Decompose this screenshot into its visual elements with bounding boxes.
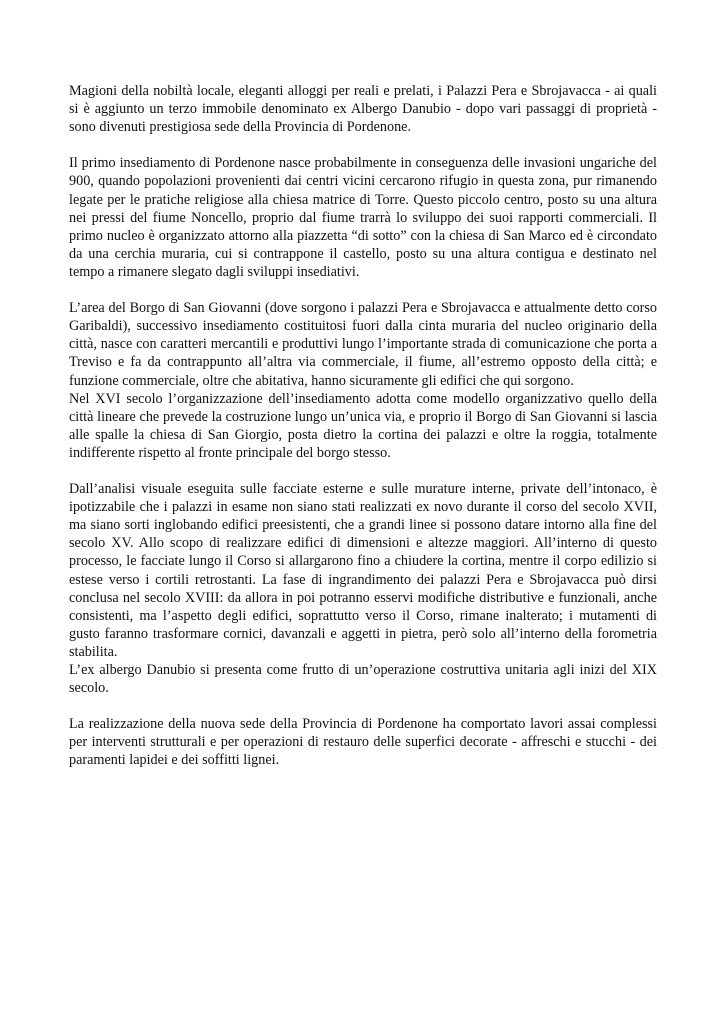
- document-body: [69, 82, 657, 770]
- paragraph-albergo-danubio: L’ex albergo Danubio si presenta come frutto di un’operazione costruttiva unitaria agli inizi del XIX secolo.: [69, 662, 657, 697]
- paragraph-visual-analysis: Dall’analisi visuale eseguita sulle facciate esterne e sulle murature interne, private dell’intonaco, è ipotizzabile che i palazzi in esame non siano stati realizzati ex novo durante il corso del secolo XVII, ma siano sorti inglobando edifici preesistenti, che a grandi linee si possono datare intorno alla fine del secolo XV. Allo scopo di realizzare edifici di dimensioni e altezze maggiori. All’interno di questo processo, le facciate lungo il Corso si allargarono fino a chiudere la cortina, mentre il corpo edilizio si estese verso i cortili retrostanti. La fase di ingrandimento dei palazzi Pera e Sbrojavacca può dirsi conclusa nel secolo XVIII: da allora in poi potranno esservi modifiche distributive e funzionali, anche consistenti, ma l’aspetto degli edifici, soprattutto verso il Corso, rimane inalterato; i mutamenti di gusto faranno trasformare cornici, davanzali e aggetti in pietra, però solo all’interno della forometria stabilita.: [69, 481, 657, 660]
- paragraph-xvi-century: Nel XVI secolo l’organizzazione dell’insediamento adotta come modello organizzativo quello della città lineare che prevede la costruzione lungo un’unica via, e proprio il Borgo di San Giovanni si lascia alle spalle la chiesa di San Giorgio, posta dietro la cortina dei palazzi e oltre la roggia, totalmente indifferente rispetto al fronte principale del borgo stesso.: [69, 390, 657, 461]
- paragraph-borgo-san-giovanni: L’area del Borgo di San Giovanni (dove sorgono i palazzi Pera e Sbrojavacca e attualmente detto corso Garibaldi), successivo insediamento costituitosi fuori dalla cinta muraria del nucleo originario della città, nasce con caratteri mercantili e produttivi lungo l’importante strada di comunicazione che porta a Treviso e fa da contrappunto all’altra via commerciale, il fiume, all’estremo opposto della città; e funzione commerciale, oltre che abitativa, hanno sicuramente gli edifici che qui sorgono.: [69, 300, 657, 389]
- paragraph-intro: Magioni della nobiltà locale, eleganti alloggi per reali e prelati, i Palazzi Pera e Sbrojavacca - ai quali si è aggiunto un terzo immobile denominato ex Albergo Danubio - dopo vari passaggi di proprietà - sono divenuti prestigiosa sede della Provincia di Pordenone.: [69, 83, 657, 136]
- paragraph-first-settlement: Il primo insediamento di Pordenone nasce probabilmente in conseguenza delle invasioni ungariche del 900, quando popolazioni provenienti dai centri vicini cercarono rifugio in questa zona, pur rimanendo legate per le pratiche religiose alla chiesa matrice di Torre. Questo piccolo centro, posto su una altura nei pressi del fiume Noncello, proprio dal fiume trarrà lo sviluppo dei suoi rapporti commerciali. Il primo nucleo è organizzato attorno alla piazzetta “di sotto” con la chiesa di San Marco ed è circondato da una cerchia muraria, cui si contrappone il castello, posto su una altura contigua e destinato nel tempo a rimanere slegato dagli sviluppi insediativi.: [69, 155, 657, 280]
- paragraph-new-seat: La realizzazione della nuova sede della Provincia di Pordenone ha comportato lavori assai complessi per interventi strutturali e per operazioni di restauro delle superfici decorate - affreschi e stucchi - dei paramenti lapidei e dei soffitti lignei.: [69, 716, 657, 769]
